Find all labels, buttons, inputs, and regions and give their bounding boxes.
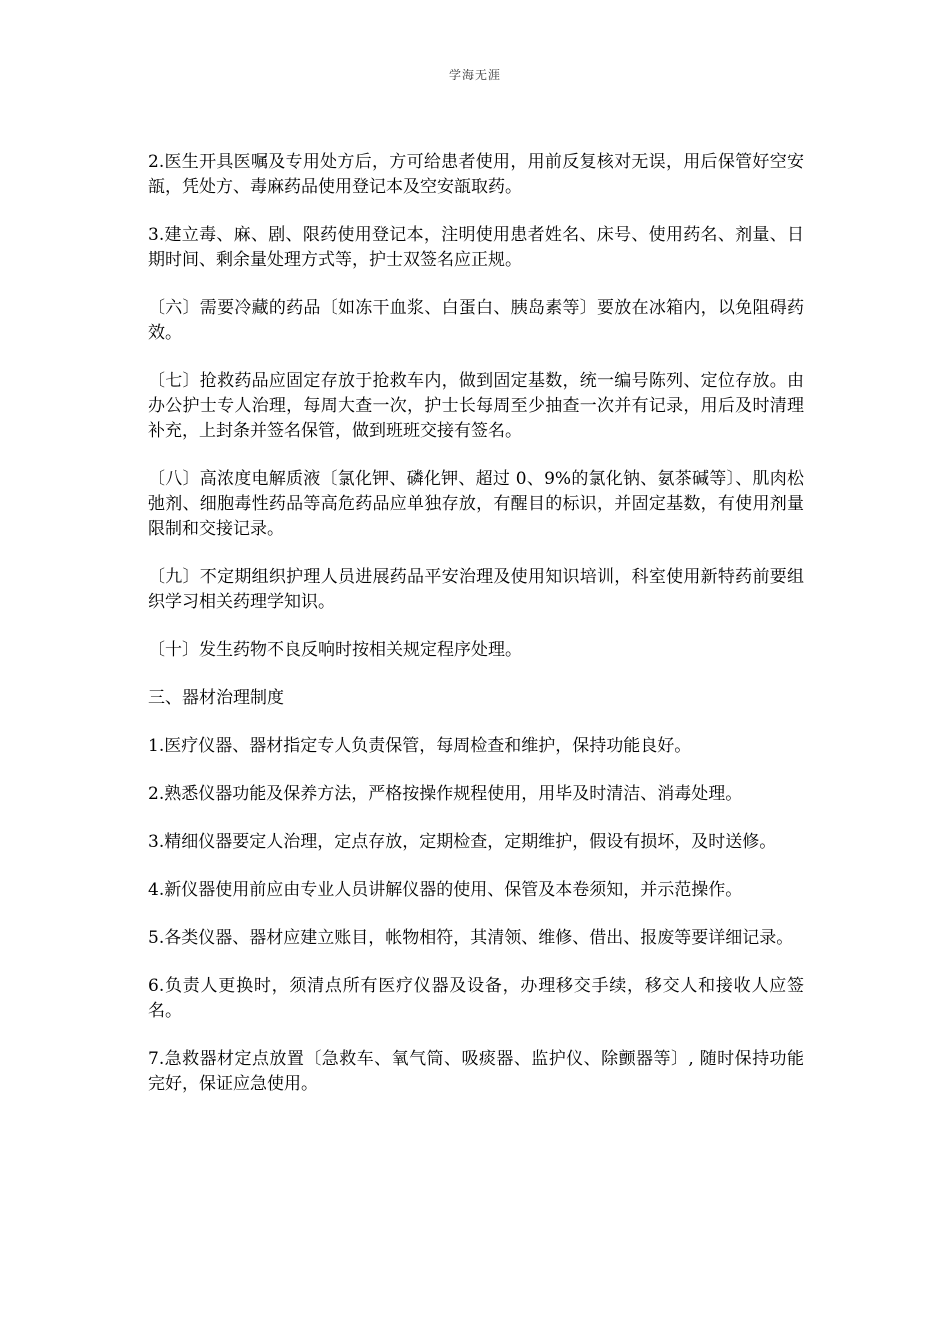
paragraph-training: 〔九〕不定期组织护理人员进展药品平安治理及使用知识培训，科室使用新特药前要组织学习相关药理学知识。 xyxy=(148,567,804,612)
paragraph-emergency-equipment: 7.急救器材定点放置〔急救车、氧气筒、吸痰器、监护仪、除颤器等〕, 随时保持功能完好，保证应急使用。 xyxy=(148,1049,804,1094)
paragraph-handover: 6.负责人更换时，须清点所有医疗仪器及设备，办理移交手续，移交人和接收人应签名。 xyxy=(148,976,804,1021)
section-heading-equipment: 三、器材治理制度 xyxy=(148,688,284,708)
paragraph-drug-prescription: 2.医生开具医嘱及专用处方后，方可给患者使用，用前反复核对无误，用后保管好空安瓿，凭处方、毒麻药品使用登记本及空安瓿取药。 xyxy=(148,152,804,197)
paragraph-drug-register: 3.建立毒、麻、剧、限药使用登记本，注明使用患者姓名、床号、使用药名、剂量、日期时间、剩余量处理方式等，护士双签名应正规。 xyxy=(148,225,804,270)
paragraph-precision-instruments: 3.精细仪器要定人治理，定点存放，定期检查，定期维护，假设有损坏，及时送修。 xyxy=(148,832,777,852)
paragraph-refrigerated-drugs: 〔六〕需要冷藏的药品〔如冻干血浆、白蛋白、胰岛素等〕要放在冰箱内，以免阻碍药效。 xyxy=(148,298,804,343)
paragraph-adverse-reaction: 〔十〕发生药物不良反响时按相关规定程序处理。 xyxy=(148,640,522,660)
paragraph-rescue-drugs: 〔七〕抢救药品应固定存放于抢救车内，做到固定基数，统一编号陈列、定位存放。由办公护士专人治理，每周大查一次，护士长每周至少抽查一次并有记录，用后及时清理补充，上封条并签名保管，做到班班交接有签名。 xyxy=(148,371,804,441)
paragraph-equipment-accounts: 5.各类仪器、器材应建立账目，帐物相符，其清领、维修、借出、报废等要详细记录。 xyxy=(148,928,794,948)
page-header: 学海无涯 xyxy=(448,68,501,82)
document-body xyxy=(148,150,804,1120)
paragraph-high-risk-drugs: 〔八〕高浓度电解质液〔氯化钾、磷化钾、超过 0、9%的氯化钠、氨茶碱等〕、肌肉松弛剂、细胞毒性药品等高危药品应单独存放，有醒目的标识，并固定基数，有使用剂量限制和交接记录。 xyxy=(148,469,804,539)
paragraph-equipment-keeper: 1.医疗仪器、器材指定专人负责保管，每周检查和维护，保持功能良好。 xyxy=(148,736,692,756)
paragraph-equipment-operation: 2.熟悉仪器功能及保养方法，严格按操作规程使用，用毕及时清洁、消毒处理。 xyxy=(148,784,743,804)
paragraph-new-instruments: 4.新仪器使用前应由专业人员讲解仪器的使用、保管及本卷须知，并示范操作。 xyxy=(148,880,743,900)
